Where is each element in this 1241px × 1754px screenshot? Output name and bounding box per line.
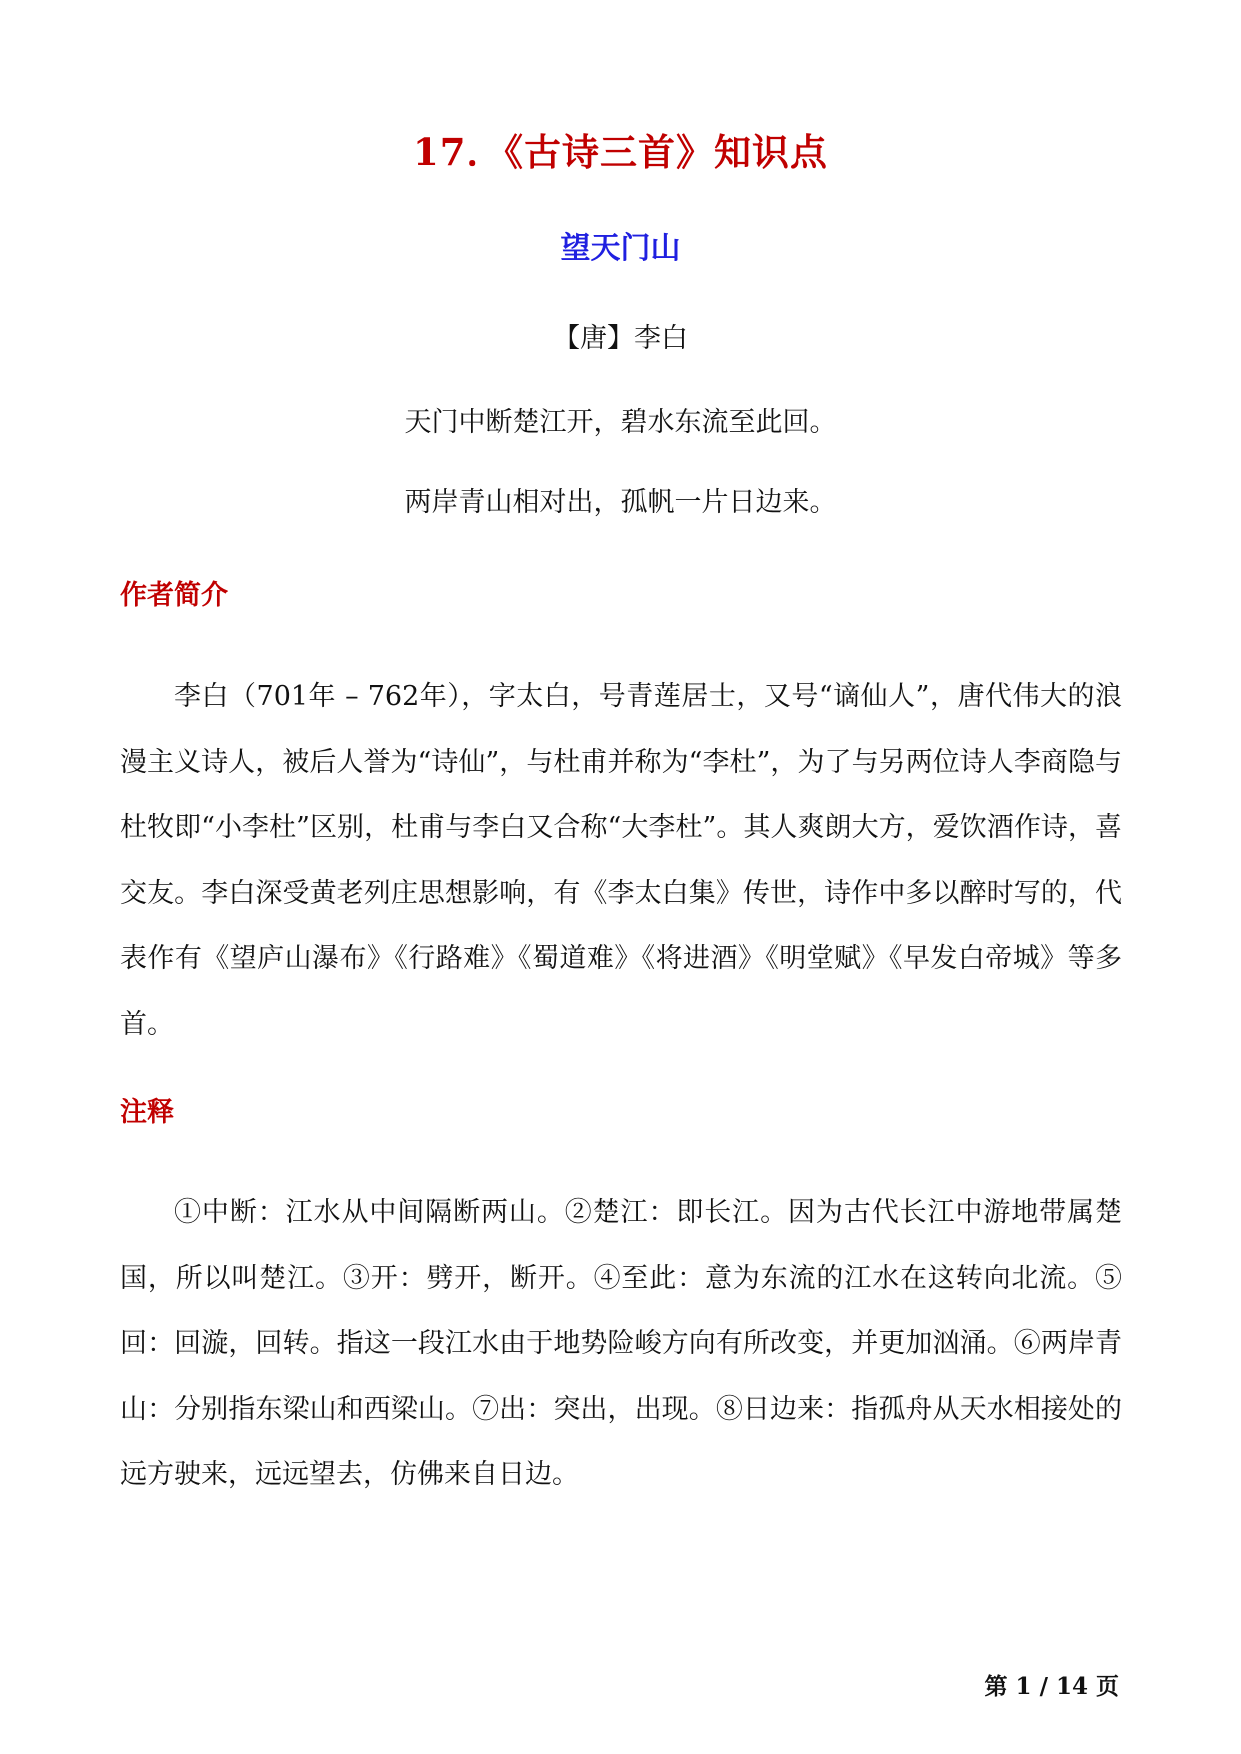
author-intro-paragraph: 李白（701年 – 762年），字太白，号青莲居士，又号“谪仙人”，唐代伟大的浪漫主义诗人，被后人誉为“诗仙”，与杜甫并称为“李杜”，为了与另两位诗人李商隐与杜牧即“小李杜”区别，杜甫与李白又合称“大李杜”。其人爽朗大方，爱饮酒作诗，喜交友。李白深受黄老列庄思想影响，有《李太白集》传世，诗作中多以醉时写的，代表作有《望庐山瀑布》《行路难》《蜀道难》《将进酒》《明堂赋》《早发白帝城》等多首。: [120, 681, 1122, 1040]
section-heading-author-intro: 作者简介: [120, 580, 228, 611]
document-title: 17．《古诗三首》知识点: [413, 130, 828, 174]
poem-line: 两岸青山相对出，孤帆一片日边来。: [404, 487, 837, 518]
poem-title: 望天门山: [560, 231, 681, 266]
page-number: 第 1 / 14 页: [984, 1673, 1119, 1700]
poem-line: 天门中断楚江开，碧水东流至此回。: [404, 407, 837, 438]
annotations-paragraph: ①中断：江水从中间隔断两山。②楚江：即长江。因为古代长江中游地带属楚国，所以叫楚江。③开：劈开，断开。④至此：意为东流的江水在这转向北流。⑤回：回漩，回转。指这一段江水由于地势险峻方向有所改变，并更加汹涌。⑥两岸青山：分别指东梁山和西梁山。⑦出：突出，出现。⑧日边来：指孤舟从天水相接处的远方驶来，远远望去，仿佛来自日边。: [120, 1197, 1122, 1490]
section-heading-annotations: 注释: [120, 1097, 174, 1128]
poem-author: 【唐】李白: [553, 323, 688, 354]
